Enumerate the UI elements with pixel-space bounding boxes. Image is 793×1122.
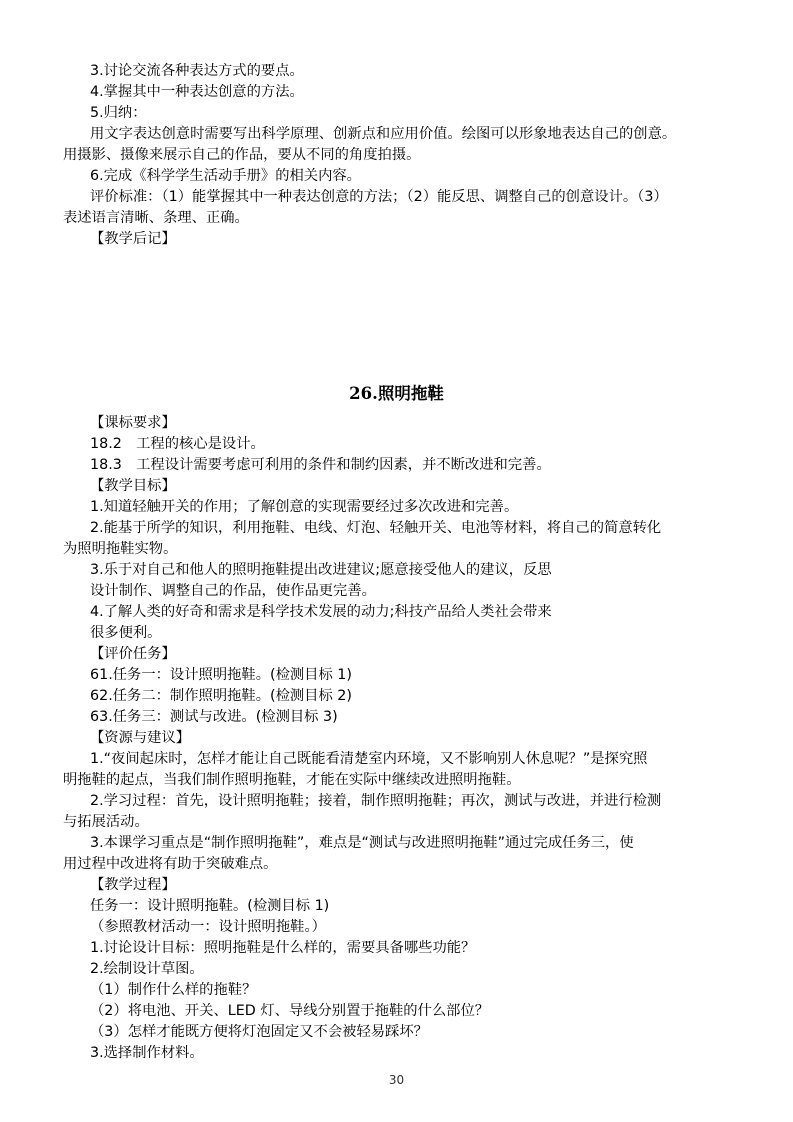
text-line: 18.2 工程的核心是设计。: [90, 436, 265, 452]
text-line: 设计制作、调整自己的作品，使作品更完善。: [90, 583, 376, 599]
text-line: 为照明拖鞋实物。: [63, 541, 178, 557]
text-line: 用文字表达创意时需要写出科学原理、创新点和应用价值。绘图可以形象地表达自己的创意。: [90, 126, 677, 142]
text-line: 3.选择制作材料。: [90, 1045, 204, 1061]
lesson-title: 26.照明拖鞋: [349, 384, 444, 403]
section-heading: 【教学目标】: [90, 478, 176, 494]
text-line: 明拖鞋的起点，当我们制作照明拖鞋，才能在实际中继续改进照明拖鞋。: [63, 772, 521, 788]
text-line: 2.绘制设计草图。: [90, 961, 204, 977]
section-heading: 【教学后记】: [90, 231, 176, 247]
text-line: （参照教材活动一：设计照明拖鞋。）: [90, 919, 326, 935]
text-line: 很多便利。: [90, 625, 162, 641]
text-line: 62.任务二：制作照明拖鞋。(检测目标 2): [90, 688, 352, 704]
text-line: 61.任务一：设计照明拖鞋。(检测目标 1): [90, 667, 352, 683]
page-number: 30: [388, 1073, 405, 1087]
text-line: 4.了解人类的好奇和需求是科学技术发展的动力;科技产品给人类社会带来: [90, 604, 552, 620]
text-line: 1.知道轻触开关的作用；了解创意的实现需要经过多次改进和完善。: [90, 499, 519, 515]
text-line: 18.3 工程设计需要考虑可利用的条件和制约因素，并不断改进和完善。: [90, 457, 551, 473]
text-line: 2.学习过程：首先，设计照明拖鞋；接着，制作照明拖鞋；再次，测试与改进，并进行检测: [90, 793, 662, 809]
text-line: 用过程中改进将有助于突破难点。: [63, 856, 278, 872]
text-line: 4.掌握其中一种表达创意的方法。: [90, 84, 304, 100]
section-heading: 【评价任务】: [90, 646, 176, 662]
text-line: 2.能基于所学的知识，利用拖鞋、电线、灯泡、轻触开关、电池等材料，将自己的简意转化: [90, 520, 662, 536]
text-line: （2）将电池、开关、LED 灯、导线分别置于拖鞋的什么部位？: [90, 1003, 490, 1019]
text-line: 5.归纳：: [90, 105, 147, 121]
text-line: 1.“夜间起床时，怎样才能让自己既能看清楚室内环境，又不影响别人休息呢？”是探究照: [90, 751, 648, 767]
text-line: 3.本课学习重点是“制作照明拖鞋”，难点是“测试与改进照明拖鞋”通过完成任务三，使: [90, 835, 634, 851]
text-line: 3.讨论交流各种表达方式的要点。: [90, 63, 304, 79]
text-line: 与拓展活动。: [63, 814, 149, 830]
section-heading: 【课标要求】: [90, 415, 176, 431]
text-line: 表述语言清晰、条理、正确。: [63, 210, 249, 226]
text-line: 63.任务三：测试与改进。(检测目标 3): [90, 709, 338, 725]
text-line: （1）制作什么样的拖鞋？: [90, 982, 257, 998]
section-heading: 【资源与建议】: [90, 730, 191, 746]
text-line: 6.完成《科学学生活动手册》的相关内容。: [90, 168, 361, 184]
text-line: （3）怎样才能既方便将灯泡固定又不会被轻易踩坏？: [90, 1024, 428, 1040]
text-line: 3.乐于对自己和他人的照明拖鞋提出改进建议;愿意接受他人的建议，反思: [90, 562, 552, 578]
text-line: 任务一：设计照明拖鞋。(检测目标 1): [90, 898, 330, 914]
text-line: 用摄影、摄像来展示自己的作品，要从不同的角度拍摄。: [63, 147, 421, 163]
section-heading: 【教学过程】: [90, 877, 176, 893]
text-line: 评价标准：（1）能掌握其中一种表达创意的方法；（2）能反思、调整自己的创意设计。（3）: [90, 189, 668, 205]
text-line: 1.讨论设计目标：照明拖鞋是什么样的，需要具备哪些功能？: [90, 940, 476, 956]
